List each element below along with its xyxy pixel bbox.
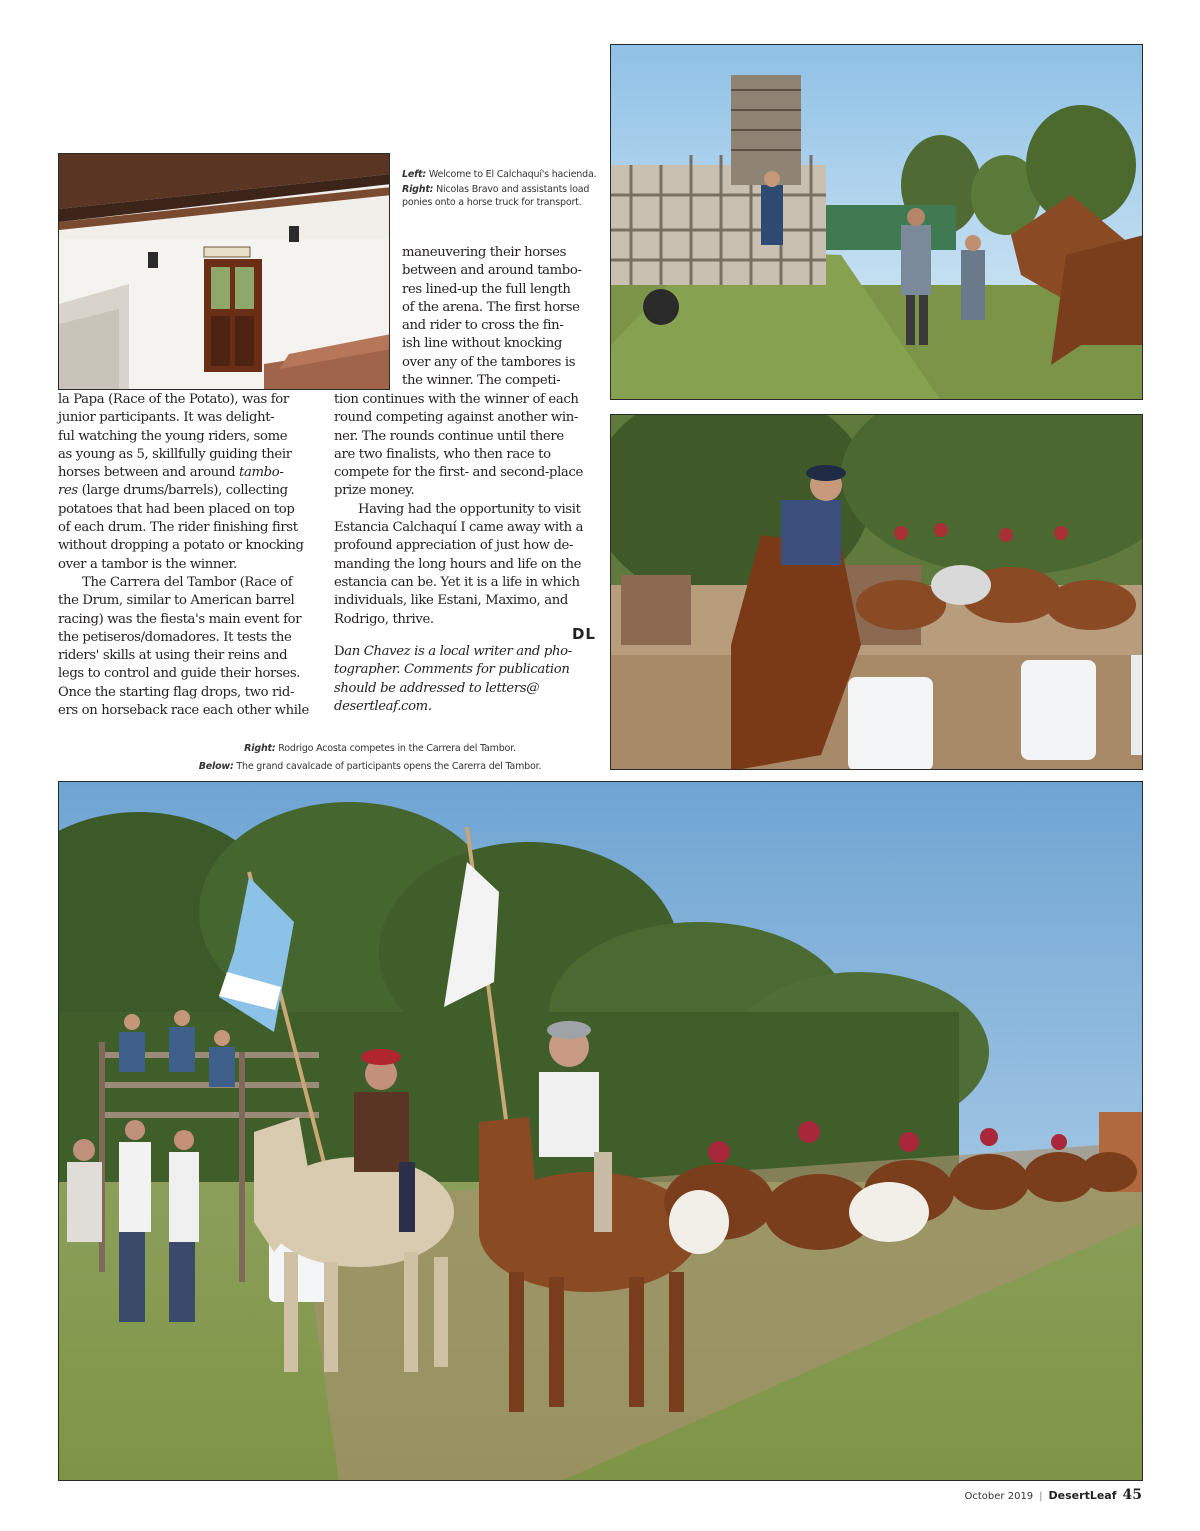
column-2-paragraph-2 xyxy=(334,501,596,629)
column-2-paragraph-1a xyxy=(402,244,602,390)
text-line: estancia can be. Yet it is a life in which xyxy=(334,574,580,590)
bio-line: desertleaf.com. xyxy=(334,699,432,715)
text-line: round competing against another win- xyxy=(334,410,578,426)
column-2-paragraph-1b xyxy=(334,391,596,501)
caption-right-2-label: Right: xyxy=(244,743,276,754)
text-italic: res xyxy=(58,483,78,499)
caption-below xyxy=(150,758,590,776)
text-line: potatoes that had been placed on top xyxy=(58,501,295,517)
text-line: without dropping a potato or knocking xyxy=(58,538,304,554)
caption-right-2 xyxy=(150,740,590,758)
text-line: between and around tambo- xyxy=(402,263,582,279)
text-line: individuals, like Estani, Maximo, and xyxy=(334,593,568,609)
photo-horse-truck xyxy=(610,44,1143,400)
text-line: junior participants. It was delight- xyxy=(58,410,275,426)
text-line: over any of the tambores is xyxy=(402,354,576,370)
photo-carrera-rider xyxy=(610,414,1143,770)
text-line: The Carrera del Tambor (Race of xyxy=(82,574,293,590)
article-column-1 xyxy=(58,391,320,720)
text-line: racing) was the fiesta's main event for xyxy=(58,611,302,627)
text-line: ish line without knocking xyxy=(402,336,563,352)
text-line: are two finalists, who then race to xyxy=(334,446,551,462)
caption-left-label: Left: xyxy=(402,169,426,180)
text-line: Rodrigo, thrive. xyxy=(334,611,434,627)
page-footer xyxy=(965,1487,1142,1503)
photo-hacienda xyxy=(58,153,390,390)
end-mark: DL xyxy=(571,624,596,643)
text-line: horses between and around xyxy=(58,465,240,481)
text-line: of each drum. The rider finishing first xyxy=(58,520,298,536)
text-line: la Papa (Race of the Potato), was for xyxy=(58,392,289,407)
bio-initial: D xyxy=(334,644,345,660)
text-line: and rider to cross the fin- xyxy=(402,318,564,334)
text-line: prize money. xyxy=(334,483,415,499)
caption-left xyxy=(402,168,602,181)
text-line: legs to control and guide their horses. xyxy=(58,666,301,682)
text-italic: tambo- xyxy=(239,465,284,481)
page-number: 45 xyxy=(1122,1487,1142,1503)
bio-line: an Chavez is a local writer and pho- xyxy=(344,644,572,660)
text-line: profound appreciation of just how de- xyxy=(334,538,574,554)
text-line: ful watching the young riders, some xyxy=(58,428,288,444)
caption-right-label: Right: xyxy=(402,184,434,195)
footer-date: October 2019 xyxy=(964,1491,1034,1502)
text-line: Once the starting flag drops, two rid- xyxy=(58,684,295,700)
caption-below-label: Below: xyxy=(198,761,234,772)
text-line: (large drums/barrels), collecting xyxy=(77,483,288,499)
bio-line: tographer. Comments for publication xyxy=(334,662,570,678)
author-bio xyxy=(334,643,596,716)
cavalcade-illustration xyxy=(59,782,1143,1481)
column-1-paragraph-1 xyxy=(58,391,320,574)
text-line: as young as 5, skillfully guiding their xyxy=(58,446,292,462)
text-line: manding the long hours and life on the xyxy=(334,556,582,572)
text-line: the winner. The competi- xyxy=(402,373,561,389)
text-line: of the arena. The first horse xyxy=(402,299,580,315)
carrera-rider-illustration xyxy=(611,415,1143,770)
text-line: riders' skills at using their reins and xyxy=(58,648,288,664)
caption-bottom xyxy=(150,740,590,776)
caption-right xyxy=(402,183,602,209)
caption-below-text: The grand cavalcade of participants opens the Carerra del Tambor. xyxy=(236,761,542,772)
caption-left-text: Welcome to El Calchaquí's hacienda. xyxy=(428,169,597,180)
bio-line: should be addressed to letters@ xyxy=(334,680,540,696)
column-1-paragraph-2 xyxy=(58,574,320,720)
caption-right-text: Nicolas Bravo and assistants load ponies onto a horse truck for transport. xyxy=(402,184,590,208)
text-line: ers on horseback race each other while xyxy=(58,703,309,719)
text-line: tion continues with the winner of each xyxy=(334,392,579,407)
text-line: maneuvering their horses xyxy=(402,245,567,260)
horse-truck-illustration xyxy=(611,45,1143,400)
article-column-2 xyxy=(334,391,596,716)
text-line: res lined-up the full length xyxy=(402,281,571,297)
text-line: the Drum, similar to American barrel xyxy=(58,593,295,609)
photo-cavalcade xyxy=(58,781,1143,1481)
text-line: Having had the opportunity to visit xyxy=(358,501,581,517)
text-line: over a tambor is the winner. xyxy=(58,556,237,572)
hacienda-illustration xyxy=(59,154,390,390)
footer-brand: DesertLeaf xyxy=(1048,1489,1117,1502)
text-line: ner. The rounds continue until there xyxy=(334,428,564,444)
caption-right-2-text: Rodrigo Acosta competes in the Carrera del Tambor. xyxy=(278,743,516,754)
footer-separator: | xyxy=(1039,1491,1043,1502)
caption-top xyxy=(402,168,602,209)
article-column-2-top xyxy=(402,244,602,390)
text-line: compete for the first- and second-place xyxy=(334,465,583,481)
text-line: the petiseros/domadores. It tests the xyxy=(58,629,292,645)
text-line: Estancia Calchaquí I came away with a xyxy=(334,520,584,536)
